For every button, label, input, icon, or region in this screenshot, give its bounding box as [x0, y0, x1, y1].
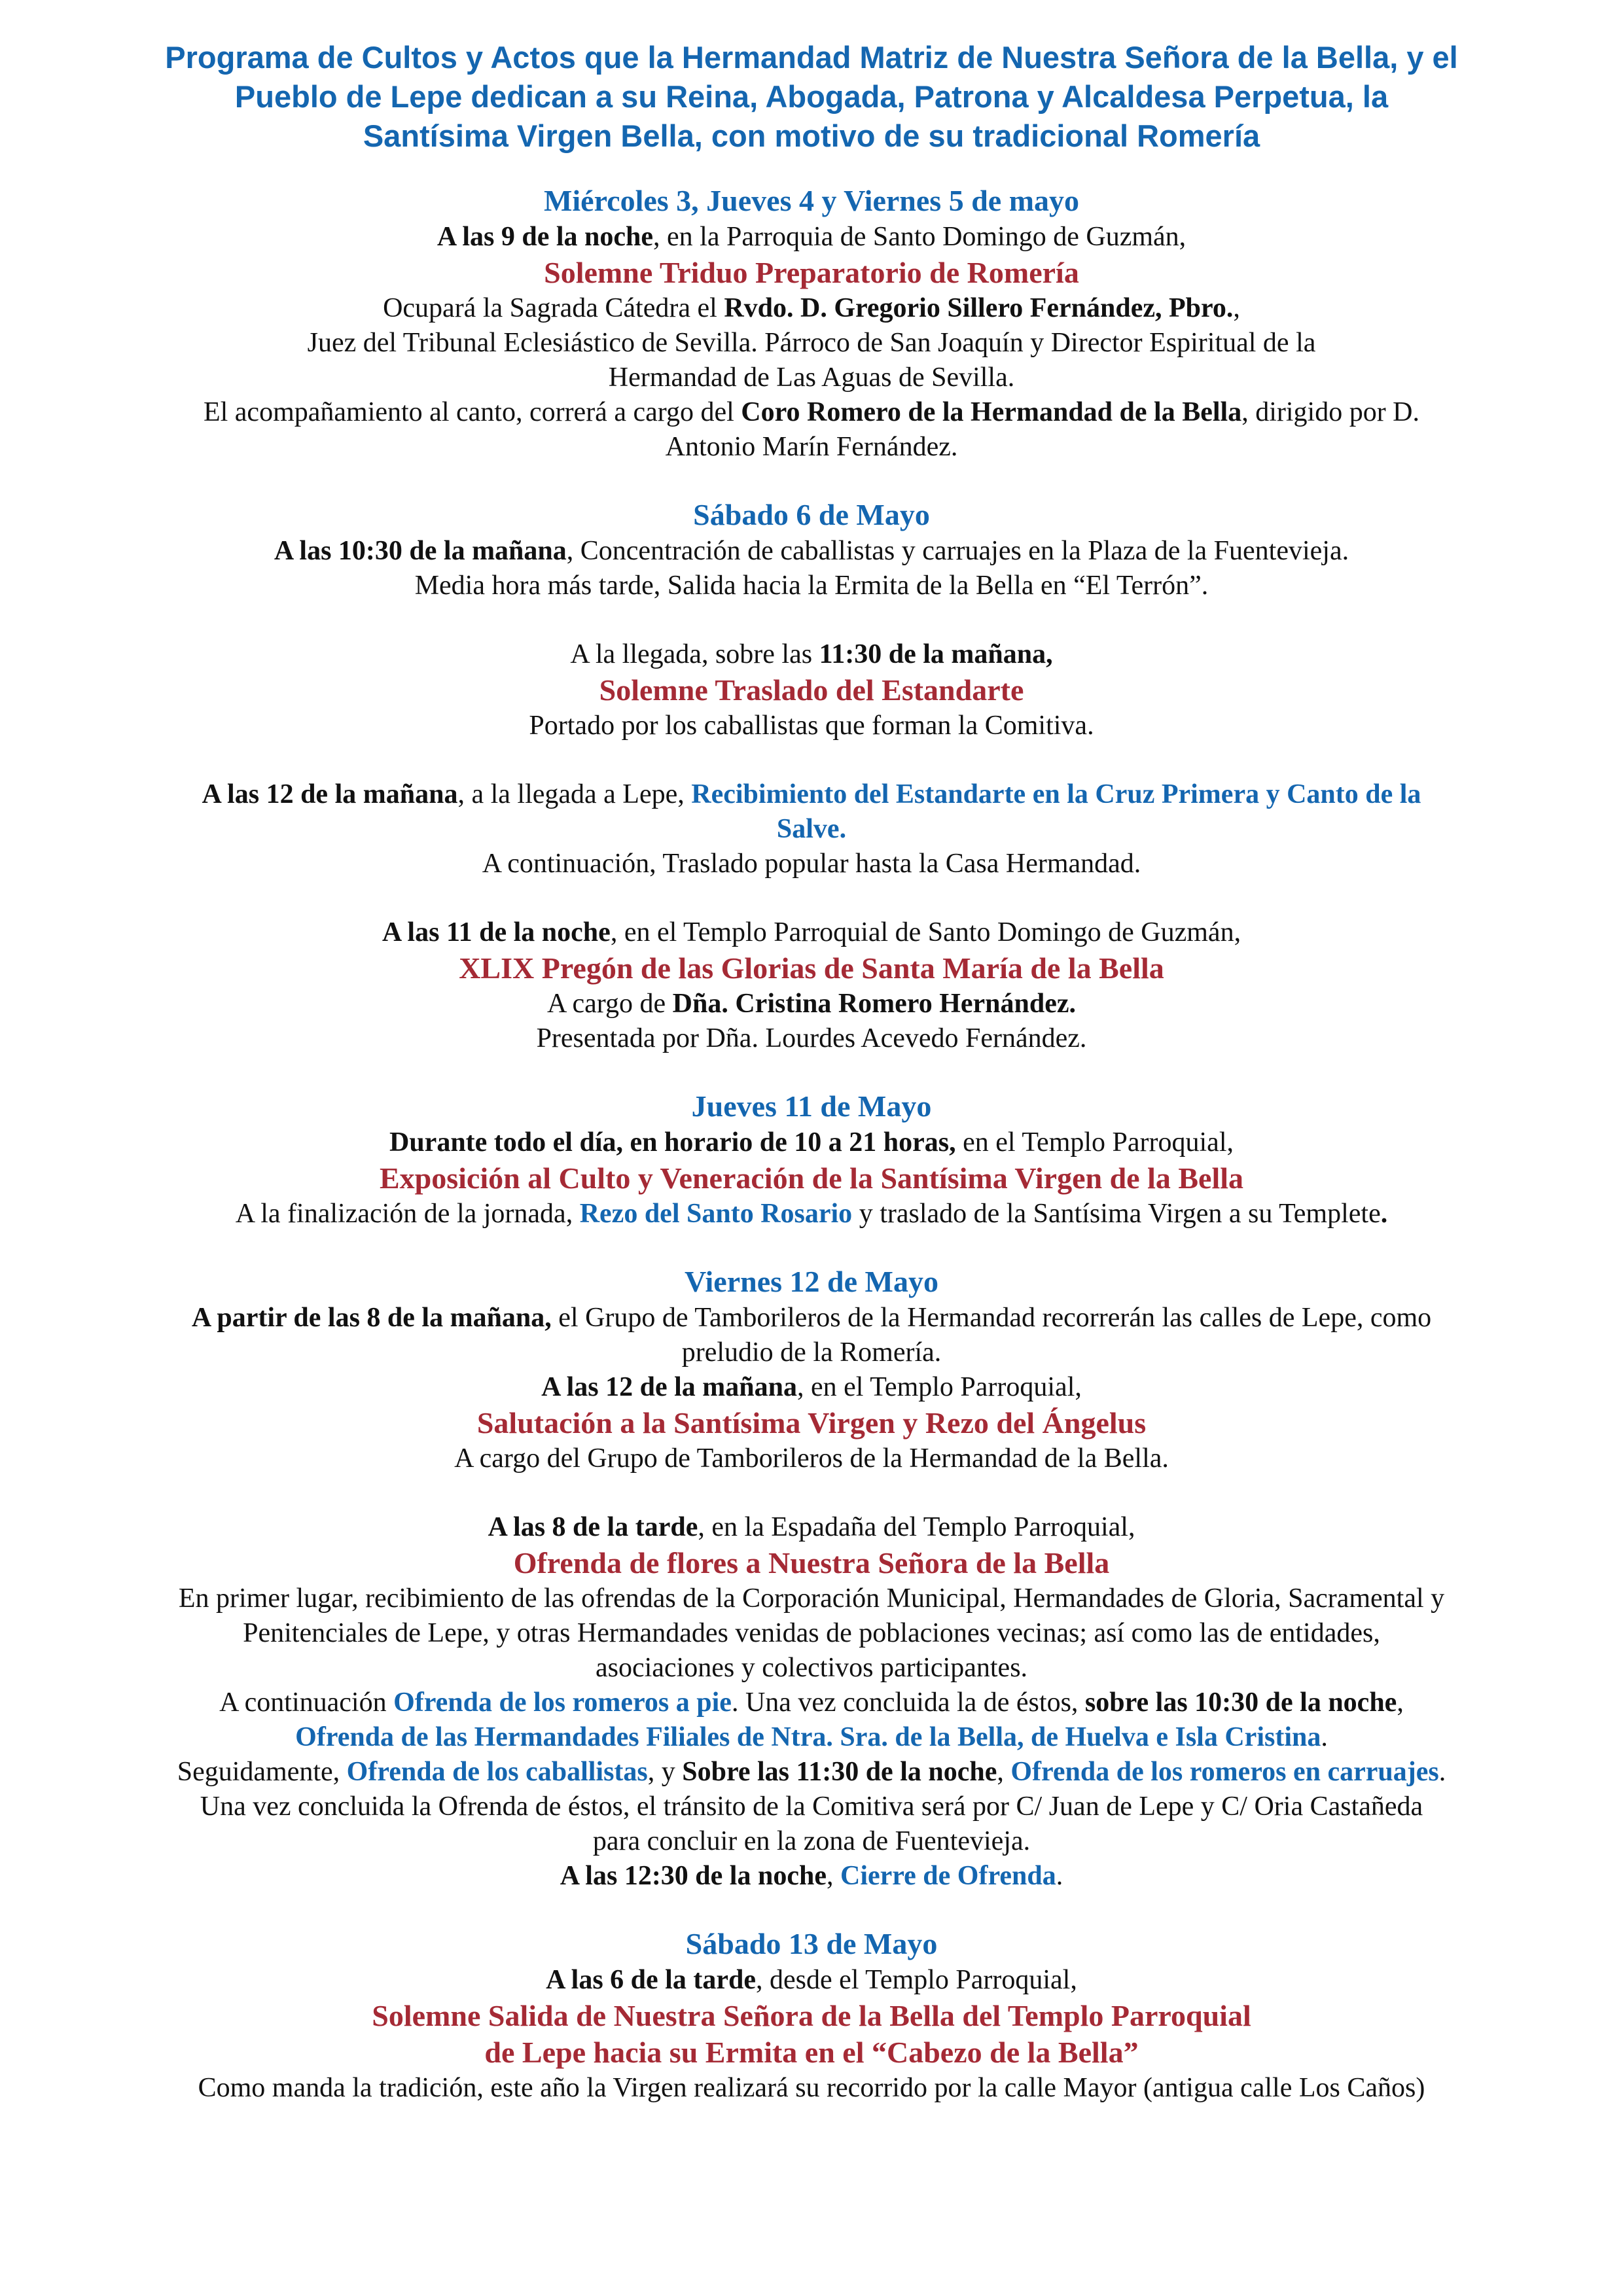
- event-title: Ofrenda de flores a Nuestra Señora de la Bella: [513, 1546, 1110, 1580]
- highlight-text: Salve.: [776, 814, 847, 844]
- text-line: [105, 1301, 1518, 1335]
- text-line: preludio de la Romería.: [681, 1337, 942, 1368]
- plain-text: ,: [1233, 293, 1240, 323]
- plain-text: A la finalización de la jornada,: [235, 1199, 580, 1229]
- highlight-text: Cierre de Ofrenda: [840, 1861, 1056, 1891]
- plain-text: , Concentración de caballistas y carruajes en la Plaza de la Fuentevieja.: [566, 536, 1349, 566]
- text-line: [105, 1859, 1518, 1894]
- text-line: Como manda la tradición, este año la Virgen realizará su recorrido por la calle Mayor (antigua calle Los Caños): [198, 2073, 1425, 2103]
- highlight-text: Rezo del Santo Rosario: [579, 1199, 853, 1229]
- text-line: Penitenciales de Lepe, y otras Hermandades venidas de poblaciones vecinas; así como las de entidades,: [243, 1618, 1380, 1648]
- event-title: Exposición al Culto y Veneración de la Santísima Virgen de la Bella: [379, 1161, 1244, 1195]
- text-line: [105, 395, 1518, 430]
- bold-text: A las 12:30 de la noche: [560, 1861, 827, 1891]
- section-sabado-6: [105, 496, 1518, 1056]
- text-line: [105, 220, 1518, 255]
- plain-text: y traslado de la Santísima Virgen a su Templete: [852, 1199, 1381, 1229]
- section-date: Jueves 11 de Mayo: [691, 1089, 932, 1123]
- plain-text: El acompañamiento al canto, correrá a cargo del: [203, 397, 741, 427]
- highlight-text: Ofrenda de los romeros a pie: [393, 1687, 732, 1718]
- text-line: Presentada por Dña. Lourdes Acevedo Fernández.: [536, 1023, 1087, 1053]
- text-line: [105, 1755, 1518, 1790]
- plain-text: .: [1056, 1861, 1063, 1891]
- bold-text: A las 12 de la mañana: [202, 779, 458, 809]
- highlight-text: Ofrenda de las Hermandades Filiales de Ntra. Sra. de la Bella, de Huelva e Isla Cristina: [295, 1722, 1321, 1752]
- text-line: [105, 534, 1518, 569]
- text-line: [105, 291, 1518, 326]
- text-line: En primer lugar, recibimiento de las ofrendas de la Corporación Municipal, Hermandades de Gloria, Sacramental y: [178, 1583, 1445, 1614]
- plain-text: ,: [997, 1757, 1011, 1787]
- bold-text: A las 9 de la noche: [437, 222, 654, 252]
- bold-text: A las 11 de la noche: [382, 917, 611, 947]
- text-line: [105, 1125, 1518, 1160]
- event-title: Solemne Traslado del Estandarte: [599, 673, 1024, 707]
- section-date: Sábado 13 de Mayo: [685, 1927, 938, 1960]
- plain-text: , y: [647, 1757, 683, 1787]
- text-line: [105, 915, 1518, 950]
- plain-text: A la llegada, sobre las: [570, 639, 819, 669]
- bold-text: 11:30 de la mañana,: [819, 639, 1053, 669]
- event-title: Solemne Triduo Preparatorio de Romería: [544, 256, 1079, 289]
- text-line: asociaciones y colectivos participantes.: [595, 1653, 1028, 1683]
- programa-document: [105, 38, 1518, 2106]
- plain-text: Ocupará la Sagrada Cátedra el: [383, 293, 724, 323]
- bold-text: A partir de las 8 de la mañana,: [191, 1303, 552, 1333]
- text-line: Una vez concluida la Ofrenda de éstos, el tránsito de la Comitiva será por C/ Juan de Lepe y C/ Oria Castañeda: [200, 1792, 1423, 1822]
- text-line: Media hora más tarde, Salida hacia la Ermita de la Bella en “El Terrón”.: [414, 571, 1209, 601]
- event-title: Salutación a la Santísima Virgen y Rezo del Ángelus: [476, 1406, 1147, 1439]
- text-line: Portado por los caballistas que forman la Comitiva.: [529, 711, 1094, 741]
- section-jueves-11: [105, 1087, 1518, 1231]
- plain-text: ,: [1397, 1687, 1404, 1718]
- plain-text: A cargo de: [546, 989, 673, 1019]
- text-line: [105, 1197, 1518, 1231]
- section-date: Miércoles 3, Jueves 4 y Viernes 5 de mayo: [543, 184, 1080, 217]
- text-line: [105, 1510, 1518, 1545]
- event-title: de Lepe hacia su Ermita en el “Cabezo de la Bella”: [484, 2036, 1139, 2069]
- section-triduo: [105, 182, 1518, 465]
- event-title: Solemne Salida de Nuestra Señora de la Bella del Templo Parroquial: [372, 1999, 1251, 2032]
- section-sabado-13: [105, 1925, 1518, 2106]
- plain-text: , a la llegada a Lepe,: [457, 779, 692, 809]
- plain-text: ,: [826, 1861, 840, 1891]
- highlight-text: Recibimiento del Estandarte en la Cruz Primera y Canto de la: [691, 779, 1421, 809]
- plain-text: . Una vez concluida la de éstos,: [731, 1687, 1085, 1718]
- text-line: [105, 987, 1518, 1021]
- plain-text: .: [1321, 1722, 1328, 1752]
- title-line: Santísima Virgen Bella, con motivo de su tradicional Romería: [363, 118, 1260, 153]
- text-line: [105, 637, 1518, 672]
- plain-text: , en el Templo Parroquial,: [797, 1372, 1082, 1402]
- plain-text: , dirigido por D.: [1241, 397, 1420, 427]
- bold-text: A las 12 de la mañana: [541, 1372, 798, 1402]
- plain-text: .: [1438, 1757, 1446, 1787]
- text-line: para concluir en la zona de Fuentevieja.: [592, 1826, 1031, 1856]
- bold-text: A las 8 de la tarde: [488, 1512, 698, 1542]
- section-date: Viernes 12 de Mayo: [685, 1265, 938, 1298]
- bold-text: Dña. Cristina Romero Hernández.: [672, 989, 1076, 1019]
- highlight-text: Ofrenda de los romeros en carruajes: [1010, 1757, 1439, 1787]
- document-title: [105, 38, 1518, 156]
- section-date: Sábado 6 de Mayo: [693, 498, 930, 531]
- text-line: [105, 1720, 1518, 1755]
- text-line: Juez del Tribunal Eclesiástico de Sevilla. Párroco de San Joaquín y Director Espiritual de la: [307, 328, 1316, 358]
- bold-text: A las 10:30 de la mañana: [274, 536, 567, 566]
- plain-text: Seguidamente,: [177, 1757, 347, 1787]
- plain-text: , en el Templo Parroquial de Santo Domingo de Guzmán,: [610, 917, 1241, 947]
- text-line: [105, 777, 1518, 812]
- bold-text: Sobre las 11:30 de la noche: [682, 1757, 997, 1787]
- title-line: Pueblo de Lepe dedican a su Reina, Abogada, Patrona y Alcaldesa Perpetua, la: [234, 79, 1389, 114]
- bold-text: Rvdo. D. Gregorio Sillero Fernández, Pbro.: [724, 293, 1234, 323]
- event-title: XLIX Pregón de las Glorias de Santa María de la Bella: [459, 951, 1164, 985]
- text-line: [105, 1963, 1518, 1998]
- plain-text: , en la Espadaña del Templo Parroquial,: [698, 1512, 1135, 1542]
- title-line: Programa de Cultos y Actos que la Hermandad Matriz de Nuestra Señora de la Bella, y el: [165, 40, 1458, 75]
- plain-text: , en la Parroquia de Santo Domingo de Guzmán,: [653, 222, 1186, 252]
- bold-text: A las 6 de la tarde: [546, 1965, 756, 1995]
- text-line: A continuación, Traslado popular hasta la Casa Hermandad.: [482, 849, 1141, 879]
- plain-text: en el Templo Parroquial,: [955, 1127, 1234, 1157]
- plain-text: , desde el Templo Parroquial,: [755, 1965, 1077, 1995]
- text-line: [105, 1370, 1518, 1405]
- text-line: Antonio Marín Fernández.: [665, 432, 958, 462]
- text-line: Hermandad de Las Aguas de Sevilla.: [608, 362, 1015, 393]
- bold-text: Coro Romero de la Hermandad de la Bella: [741, 397, 1242, 427]
- text-line: [105, 1686, 1518, 1720]
- plain-text: el Grupo de Tamborileros de la Hermandad recorrerán las calles de Lepe, como: [551, 1303, 1432, 1333]
- section-viernes-12: [105, 1263, 1518, 1894]
- plain-text: A continuación: [219, 1687, 394, 1718]
- bold-text: Durante todo el día, en horario de 10 a 21 horas,: [389, 1127, 956, 1157]
- highlight-text: Ofrenda de los caballistas: [346, 1757, 648, 1787]
- bold-text: .: [1380, 1199, 1388, 1229]
- bold-text: sobre las 10:30 de la noche: [1084, 1687, 1397, 1718]
- text-line: A cargo del Grupo de Tamborileros de la Hermandad de la Bella.: [454, 1443, 1169, 1474]
